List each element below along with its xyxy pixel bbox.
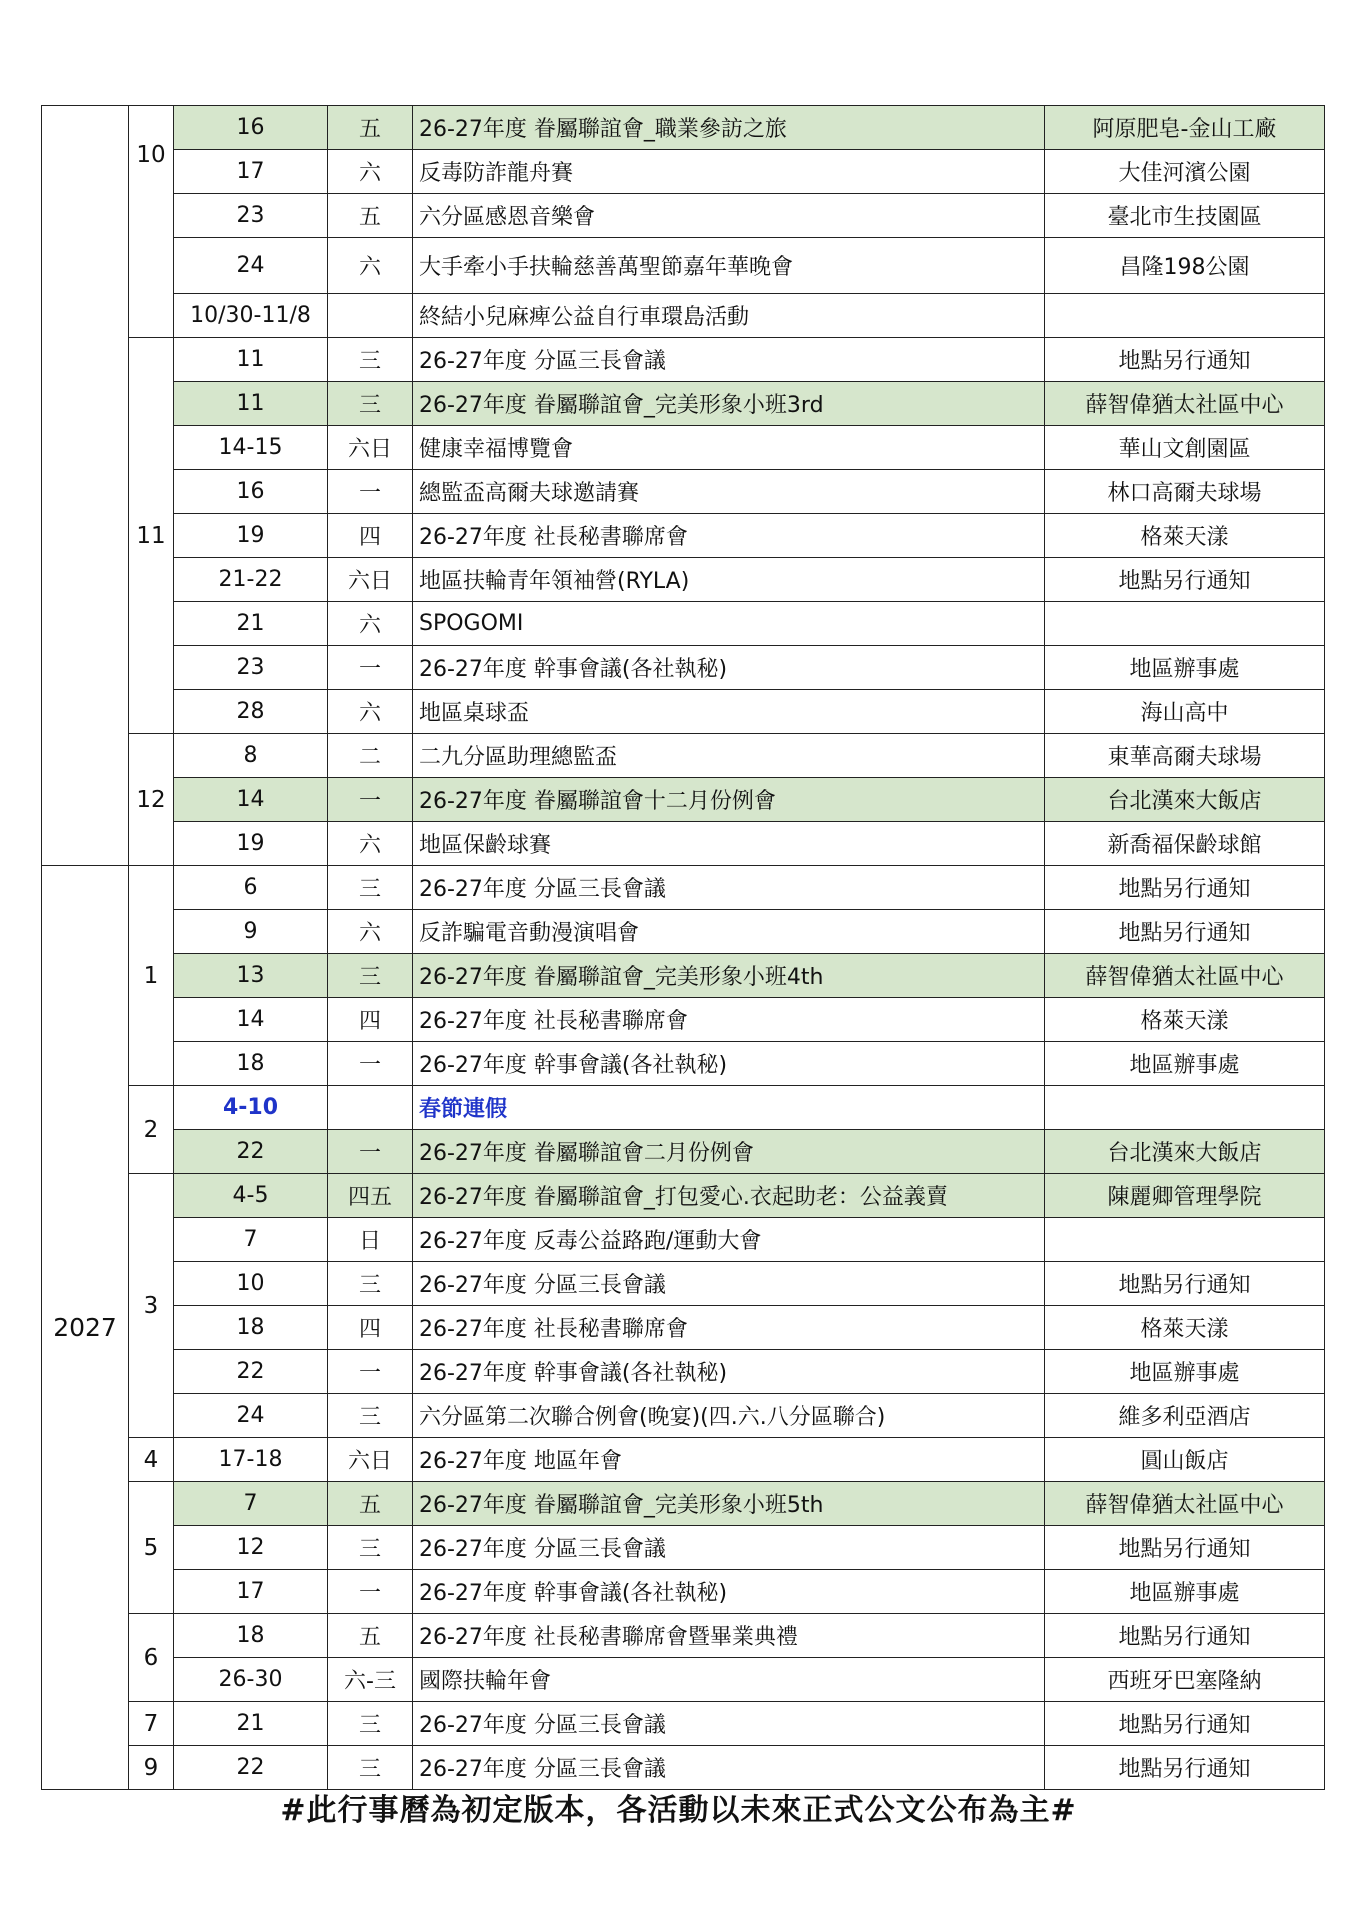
calendar-row — [42, 734, 1325, 778]
weekday-cell: 一 — [328, 1350, 413, 1394]
calendar-row — [42, 426, 1325, 470]
event-cell: 26-27年度 幹事會議(各社執秘) — [413, 1350, 1045, 1394]
calendar-row — [42, 194, 1325, 238]
weekday-cell: 五 — [328, 106, 413, 150]
location-cell: 華山文創園區 — [1045, 426, 1325, 470]
location-cell: 新喬福保齡球館 — [1045, 822, 1325, 866]
date-cell: 26-30 — [174, 1658, 328, 1702]
weekday-cell: 三 — [328, 1394, 413, 1438]
calendar-row — [42, 1042, 1325, 1086]
event-cell: 總監盃高爾夫球邀請賽 — [413, 470, 1045, 514]
date-cell: 18 — [174, 1306, 328, 1350]
date-cell: 4-5 — [174, 1174, 328, 1218]
event-cell: 26-27年度 分區三長會議 — [413, 1526, 1045, 1570]
date-cell: 12 — [174, 1526, 328, 1570]
event-cell: 六分區第二次聯合例會(晚宴)(四.六.八分區聯合) — [413, 1394, 1045, 1438]
event-cell: 反毒防詐龍舟賽 — [413, 150, 1045, 194]
location-cell: 格萊天漾 — [1045, 514, 1325, 558]
date-cell: 16 — [174, 106, 328, 150]
date-cell: 21 — [174, 1702, 328, 1746]
calendar-row — [42, 1218, 1325, 1262]
location-cell: 地點另行通知 — [1045, 1702, 1325, 1746]
location-cell: 格萊天漾 — [1045, 1306, 1325, 1350]
location-cell: 台北漢來大飯店 — [1045, 778, 1325, 822]
month-cell: 3 — [129, 1174, 174, 1438]
event-cell: 健康幸福博覽會 — [413, 426, 1045, 470]
location-cell: 地區辦事處 — [1045, 1350, 1325, 1394]
weekday-cell: 一 — [328, 778, 413, 822]
date-cell: 22 — [174, 1746, 328, 1790]
date-cell: 21 — [174, 602, 328, 646]
weekday-cell: 三 — [328, 1526, 413, 1570]
weekday-cell: 六 — [328, 910, 413, 954]
calendar-row — [42, 558, 1325, 602]
event-cell: 26-27年度 分區三長會議 — [413, 866, 1045, 910]
event-cell: 26-27年度 幹事會議(各社執秘) — [413, 646, 1045, 690]
event-cell: 六分區感恩音樂會 — [413, 194, 1045, 238]
location-cell: 薛智偉猶太社區中心 — [1045, 382, 1325, 426]
calendar-row — [42, 294, 1325, 338]
location-cell: 薛智偉猶太社區中心 — [1045, 954, 1325, 998]
calendar-row — [42, 1614, 1325, 1658]
month-cell: 4 — [129, 1438, 174, 1482]
weekday-cell: 六日 — [328, 1438, 413, 1482]
location-cell — [1045, 602, 1325, 646]
date-cell: 22 — [174, 1350, 328, 1394]
location-cell: 薛智偉猶太社區中心 — [1045, 1482, 1325, 1526]
month-cell: 5 — [129, 1482, 174, 1614]
location-cell: 地點另行通知 — [1045, 1614, 1325, 1658]
date-cell: 19 — [174, 822, 328, 866]
location-cell: 昌隆198公園 — [1045, 238, 1325, 294]
weekday-cell: 六 — [328, 602, 413, 646]
calendar-row — [42, 1262, 1325, 1306]
date-cell: 8 — [174, 734, 328, 778]
weekday-cell: 六 — [328, 690, 413, 734]
date-cell: 23 — [174, 194, 328, 238]
calendar-row — [42, 910, 1325, 954]
weekday-cell: 六 — [328, 150, 413, 194]
calendar-row — [42, 1746, 1325, 1790]
calendar-row — [42, 338, 1325, 382]
location-cell: 西班牙巴塞隆納 — [1045, 1658, 1325, 1702]
event-cell: 地區扶輪青年領袖營(RYLA) — [413, 558, 1045, 602]
calendar-row — [42, 1438, 1325, 1482]
weekday-cell: 五 — [328, 1482, 413, 1526]
event-cell: 26-27年度 眷屬聯誼會_完美形象小班4th — [413, 954, 1045, 998]
location-cell: 圓山飯店 — [1045, 1438, 1325, 1482]
event-cell: 26-27年度 社長秘書聯席會 — [413, 1306, 1045, 1350]
calendar-row — [42, 778, 1325, 822]
year-cell-blank — [42, 106, 129, 866]
calendar-row — [42, 382, 1325, 426]
event-cell: 26-27年度 眷屬聯誼會二月份例會 — [413, 1130, 1045, 1174]
location-cell: 地點另行通知 — [1045, 1526, 1325, 1570]
weekday-cell: 三 — [328, 338, 413, 382]
weekday-cell: 五 — [328, 1614, 413, 1658]
event-cell: 26-27年度 分區三長會議 — [413, 1702, 1045, 1746]
event-cell: 地區保齡球賽 — [413, 822, 1045, 866]
date-cell: 14 — [174, 778, 328, 822]
location-cell: 地點另行通知 — [1045, 1262, 1325, 1306]
weekday-cell — [328, 1086, 413, 1130]
calendar-row — [42, 1130, 1325, 1174]
location-cell: 地點另行通知 — [1045, 1746, 1325, 1790]
location-cell: 格萊天漾 — [1045, 998, 1325, 1042]
date-cell: 6 — [174, 866, 328, 910]
weekday-cell: 一 — [328, 470, 413, 514]
weekday-cell: 日 — [328, 1218, 413, 1262]
calendar-row — [42, 106, 1325, 150]
calendar-row — [42, 1350, 1325, 1394]
date-cell: 22 — [174, 1130, 328, 1174]
weekday-cell: 六日 — [328, 426, 413, 470]
date-cell: 23 — [174, 646, 328, 690]
date-cell: 17 — [174, 1570, 328, 1614]
event-cell: 春節連假 — [413, 1086, 1045, 1130]
date-cell: 10 — [174, 1262, 328, 1306]
month-cell: 11 — [129, 338, 174, 734]
location-cell: 阿原肥皂-金山工廠 — [1045, 106, 1325, 150]
calendar-row — [42, 1658, 1325, 1702]
event-cell: 大手牽小手扶輪慈善萬聖節嘉年華晚會 — [413, 238, 1045, 294]
event-cell: 26-27年度 社長秘書聯席會 — [413, 514, 1045, 558]
date-cell: 16 — [174, 470, 328, 514]
calendar-row — [42, 1526, 1325, 1570]
date-cell: 24 — [174, 238, 328, 294]
date-cell: 18 — [174, 1042, 328, 1086]
weekday-cell: 四 — [328, 514, 413, 558]
weekday-cell: 一 — [328, 1570, 413, 1614]
weekday-cell: 一 — [328, 1042, 413, 1086]
date-cell: 14 — [174, 998, 328, 1042]
location-cell — [1045, 1218, 1325, 1262]
month-cell: 7 — [129, 1702, 174, 1746]
event-cell: 26-27年度 分區三長會議 — [413, 1746, 1045, 1790]
location-cell: 地區辦事處 — [1045, 1042, 1325, 1086]
calendar-row — [42, 602, 1325, 646]
weekday-cell: 一 — [328, 1130, 413, 1174]
event-cell: 26-27年度 眷屬聯誼會_職業參訪之旅 — [413, 106, 1045, 150]
location-cell: 陳麗卿管理學院 — [1045, 1174, 1325, 1218]
weekday-cell — [328, 294, 413, 338]
date-cell: 24 — [174, 1394, 328, 1438]
footer-note: #此行事曆為初定版本，各活動以未來正式公文公布為主# — [280, 1793, 1077, 1828]
date-cell: 14-15 — [174, 426, 328, 470]
event-cell: 26-27年度 幹事會議(各社執秘) — [413, 1042, 1045, 1086]
weekday-cell: 六-三 — [328, 1658, 413, 1702]
calendar-row — [42, 954, 1325, 998]
event-cell: 26-27年度 眷屬聯誼會_打包愛心.衣起助老：公益義賣 — [413, 1174, 1045, 1218]
location-cell: 台北漢來大飯店 — [1045, 1130, 1325, 1174]
event-cell: 26-27年度 社長秘書聯席會 — [413, 998, 1045, 1042]
event-cell: 26-27年度 分區三長會議 — [413, 1262, 1045, 1306]
date-cell: 11 — [174, 382, 328, 426]
calendar-row — [42, 866, 1325, 910]
calendar-row — [42, 1482, 1325, 1526]
weekday-cell: 四 — [328, 998, 413, 1042]
date-cell: 4-10 — [174, 1086, 328, 1130]
event-cell: 終結小兒麻痺公益自行車環島活動 — [413, 294, 1045, 338]
event-cell: 國際扶輪年會 — [413, 1658, 1045, 1702]
weekday-cell: 六日 — [328, 558, 413, 602]
date-cell: 7 — [174, 1218, 328, 1262]
calendar-row — [42, 1306, 1325, 1350]
location-cell: 維多利亞酒店 — [1045, 1394, 1325, 1438]
calendar-row — [42, 1086, 1325, 1130]
month-cell: 12 — [129, 734, 174, 866]
month-cell: 2 — [129, 1086, 174, 1174]
location-cell: 地區辦事處 — [1045, 1570, 1325, 1614]
event-cell: 26-27年度 眷屬聯誼會_完美形象小班5th — [413, 1482, 1045, 1526]
weekday-cell: 四 — [328, 1306, 413, 1350]
event-cell: 26-27年度 眷屬聯誼會_完美形象小班3rd — [413, 382, 1045, 426]
month-cell: 9 — [129, 1746, 174, 1790]
weekday-cell: 二 — [328, 734, 413, 778]
year-cell: 2027 — [42, 866, 129, 1790]
location-cell — [1045, 1086, 1325, 1130]
weekday-cell: 六 — [328, 822, 413, 866]
location-cell: 臺北市生技園區 — [1045, 194, 1325, 238]
calendar-row — [42, 238, 1325, 294]
event-cell: 26-27年度 地區年會 — [413, 1438, 1045, 1482]
date-cell: 19 — [174, 514, 328, 558]
calendar-row — [42, 1570, 1325, 1614]
date-cell: 10/30-11/8 — [174, 294, 328, 338]
weekday-cell: 五 — [328, 194, 413, 238]
date-cell: 7 — [174, 1482, 328, 1526]
date-cell: 17 — [174, 150, 328, 194]
location-cell: 地點另行通知 — [1045, 910, 1325, 954]
calendar-row — [42, 1702, 1325, 1746]
date-cell: 11 — [174, 338, 328, 382]
location-cell: 東華高爾夫球場 — [1045, 734, 1325, 778]
calendar-row — [42, 1394, 1325, 1438]
location-cell: 海山高中 — [1045, 690, 1325, 734]
event-cell: 二九分區助理總監盃 — [413, 734, 1045, 778]
month-cell: 6 — [129, 1614, 174, 1702]
weekday-cell: 四五 — [328, 1174, 413, 1218]
event-cell: SPOGOMI — [413, 602, 1045, 646]
weekday-cell: 三 — [328, 954, 413, 998]
location-cell — [1045, 294, 1325, 338]
location-cell: 地點另行通知 — [1045, 338, 1325, 382]
calendar-row — [42, 514, 1325, 558]
calendar-row — [42, 470, 1325, 514]
date-cell: 9 — [174, 910, 328, 954]
weekday-cell: 三 — [328, 382, 413, 426]
month-cell: 1 — [129, 866, 174, 1086]
calendar-row — [42, 150, 1325, 194]
weekday-cell: 三 — [328, 866, 413, 910]
calendar-row — [42, 646, 1325, 690]
location-cell: 地點另行通知 — [1045, 866, 1325, 910]
calendar-row — [42, 1174, 1325, 1218]
location-cell: 地區辦事處 — [1045, 646, 1325, 690]
calendar-row — [42, 822, 1325, 866]
date-cell: 17-18 — [174, 1438, 328, 1482]
date-cell: 21-22 — [174, 558, 328, 602]
calendar-row — [42, 998, 1325, 1042]
weekday-cell: 三 — [328, 1262, 413, 1306]
event-cell: 反詐騙電音動漫演唱會 — [413, 910, 1045, 954]
location-cell: 大佳河濱公園 — [1045, 150, 1325, 194]
event-cell: 地區桌球盃 — [413, 690, 1045, 734]
event-cell: 26-27年度 反毒公益路跑/運動大會 — [413, 1218, 1045, 1262]
weekday-cell: 三 — [328, 1702, 413, 1746]
weekday-cell: 六 — [328, 238, 413, 294]
event-cell: 26-27年度 眷屬聯誼會十二月份例會 — [413, 778, 1045, 822]
month-cell: 10 — [129, 106, 174, 338]
weekday-cell: 三 — [328, 1746, 413, 1790]
calendar-row — [42, 690, 1325, 734]
calendar-table — [41, 105, 1325, 1790]
location-cell: 地點另行通知 — [1045, 558, 1325, 602]
date-cell: 18 — [174, 1614, 328, 1658]
weekday-cell: 一 — [328, 646, 413, 690]
event-cell: 26-27年度 幹事會議(各社執秘) — [413, 1570, 1045, 1614]
date-cell: 13 — [174, 954, 328, 998]
event-cell: 26-27年度 分區三長會議 — [413, 338, 1045, 382]
location-cell: 林口高爾夫球場 — [1045, 470, 1325, 514]
event-cell: 26-27年度 社長秘書聯席會暨畢業典禮 — [413, 1614, 1045, 1658]
date-cell: 28 — [174, 690, 328, 734]
